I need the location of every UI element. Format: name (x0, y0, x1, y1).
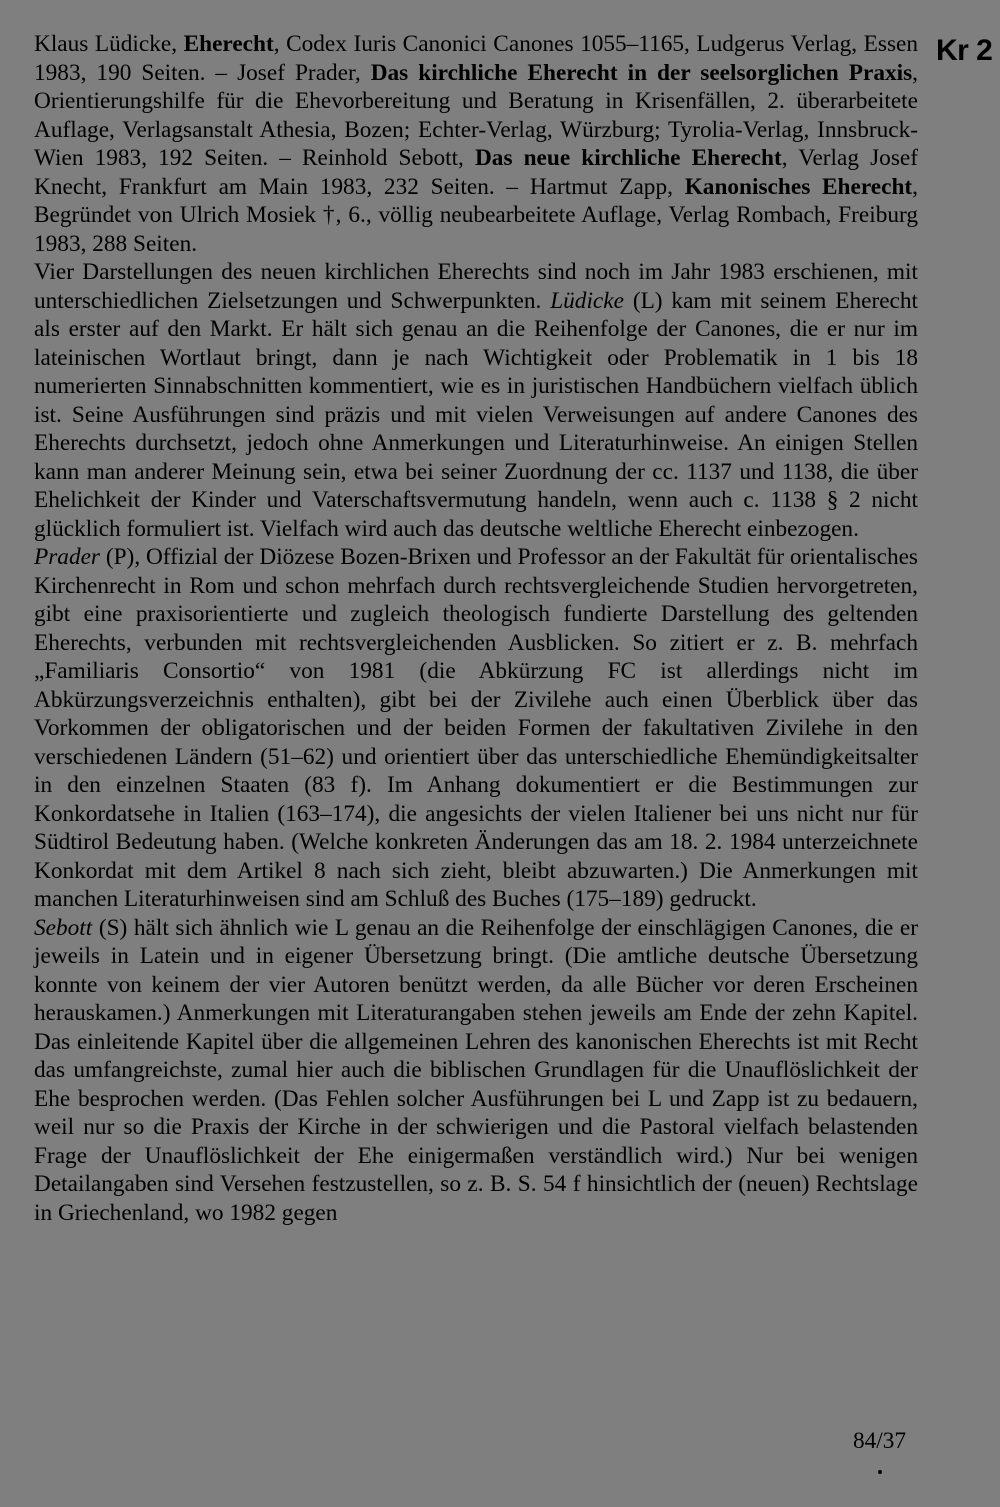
paragraph-text: Vier Darstellungen des neuen kirchlichen Eherechts sind noch im Jahr 1983 erschienen, mit unterschiedlichen Zielsetzungen und Schwerpunkten. (34, 259, 918, 314)
section-mark: Kr 2 (936, 34, 993, 67)
bib-author: Klaus Lüdicke, (34, 31, 184, 57)
paragraph-text: (P), Offizial der Diözese Bozen-Brixen und Professor an der Fakultät für orientalisches Kirchenrecht in Rom und schon mehrfach durch rechtsvergleichende Studien hervorgetreten, gibt eine praxisorientierte und zugleich theologisch fundierte Darstellung des geltenden Eherechts, verbunden mit rechtsvergleichenden Ausblicken. So zitiert er z. B. mehrfach „Familiaris Consortio“ von 1981 (die Abkürzung FC ist allerdings nicht im Abkürzungsverzeichnis enthalten), gibt bei der Zivilehe auch einen Überblick über das Vorkommen der obligatorischen und der beiden Formen der fakultativen Zivilehe in den verschiedenen Ländern (51–62) und orientiert über das unterschiedliche Ehemündigkeitsalter in den einzelnen Staaten (83 f). Im Anhang dokumentiert er die Bestimmungen zur Konkordatsehe in Italien (163–174), die angesichts der vielen Italiener bei uns nicht nur für Südtirol Bedeutung haben. (Welche konkreten Änderungen das am 18. 2. 1984 unterzeichnete Konkordat mit dem Artikel 8 nach sich zieht, bleibt abzuwarten.) Die Anmerkungen mit manchen Literaturhinweisen sind am Schluß des Buches (175–189) gedruckt. (34, 544, 918, 912)
bib-details: , Begründet von Ulrich Mosiek †, 6., völlig neubearbeitete Auflage, Verlag Rombach, Freiburg 1983, 288 Seiten. (34, 173, 918, 257)
paragraph-text: (L) kam mit seinem Eherecht als erster auf den Markt. Er hält sich genau an die Reihenfolge der Canones, die er nur im lateinischen Wortlaut bringt, dann je nach Wichtigkeit oder Problematik in 1 bis 18 numerierten Sinnabschnitten kommentiert, wie es in juristischen Handbüchern vielfach üblich ist. Seine Ausführungen sind präzis und mit vielen Verweisungen auf andere Canones des Eherechts durchsetzt, jedoch ohne Anmerkungen und Literaturhinweise. An einigen Stellen kann man anderer Meinung sein, etwa bei seiner Zuordnung der cc. 1137 und 1138, die über Ehelichkeit der Kinder und Vaterschaftsvermutung handeln, wenn auch c. 1138 § 2 nicht glücklich formuliert ist. Vielfach wird auch das deutsche weltliche Eherecht einbezogen. (34, 287, 919, 542)
bib-details: , Verlag Josef Knecht, Frankfurt am Main 1983, 232 Seiten. – (34, 145, 918, 200)
bib-details: , Codex Iuris Canonici Canones 1055–1165, Ludgerus Verlag, Essen 1983, 190 Seiten. – (34, 31, 918, 86)
bib-title: Kanonisches Eherecht (684, 173, 913, 200)
bib-details: , Orientierungshilfe für die Ehevorbereitung und Beratung in Krisenfällen, 2. überarbeitete Auflage, Verlagsanstalt Athesia, Bozen; Echter-Verlag, Würzburg; Tyrolia-Verlag, Innsbruck-Wien 1983, 192 Seiten. – (34, 59, 918, 171)
author-name: Sebott (34, 914, 93, 941)
paragraph-text: (S) hält sich ähnlich wie L genau an die Reihenfolge der einschlägigen Canones, die er jeweils in Latein und in eigener Übersetzung bringt. (Die amtliche deutsche Übersetzung konnte von keinem der vier Autoren benützt werden, da alle Bücher vor deren Erscheinen herauskamen.) Anmerkungen mit Literaturangaben stehen jeweils am Ende der zehn Kapitel. Das einleitende Kapitel über die allgemeinen Lehren des kanonischen Eherechts ist mit Recht das umfangreichste, zumal hier auch die biblischen Grundlagen für die Unauflöslichkeit der Ehe besprochen werden. (Das Fehlen solcher Ausführungen bei L und Zapp ist zu bedauern, weil nur so die Praxis der Kirche in der schwierigen und die Pastoral vielfach belastenden Frage der Unauflöslichkeit der Ehe einigermaßen verständlich wird.) Nur bei wenigen Detailangaben sind Versehen festzustellen, so z. B. S. 54 f hinsichtlich der (neuen) Rechtslage in Griechenland, wo 1982 gegen (34, 914, 918, 1226)
bib-title: Das kirchliche Eherecht in der seelsorglichen Praxis (370, 59, 913, 86)
footer-dot (878, 1470, 882, 1474)
document-body (34, 30, 918, 1227)
author-name: Lüdicke (550, 287, 624, 314)
page-number: 84/37 (853, 1428, 907, 1454)
bib-author: Hartmut Zapp, (529, 173, 685, 200)
bibliography-paragraph (34, 30, 918, 258)
bib-title: Eherecht (183, 31, 274, 57)
review-paragraph-prader (34, 543, 918, 914)
review-paragraph-luedicke (34, 258, 918, 543)
bib-author: Reinhold Sebott, (302, 145, 475, 171)
bib-title: Das neue kirchliche Eherecht (474, 145, 782, 171)
author-name: Prader (34, 544, 101, 570)
review-paragraph-sebott (34, 914, 918, 1228)
bib-author: Josef Prader, (237, 59, 371, 86)
